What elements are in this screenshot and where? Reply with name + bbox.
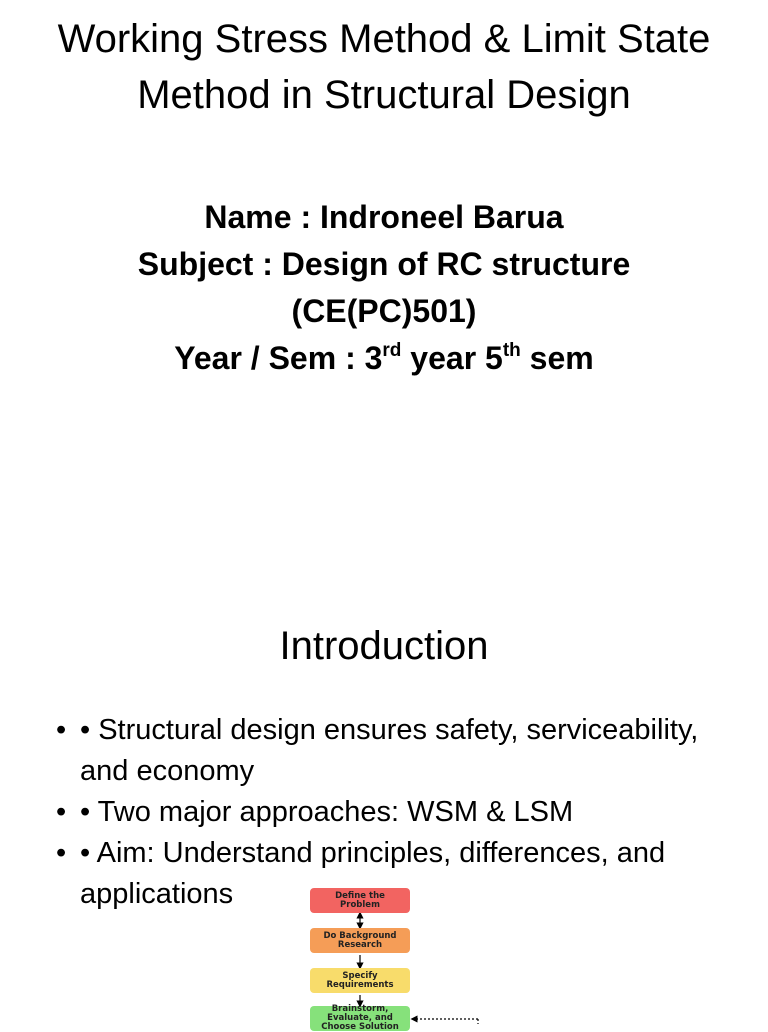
- slide-title: Working Stress Method & Limit State Method in Structural Design: [57, 17, 711, 117]
- flow-step-define-problem: Define the Problem: [310, 888, 410, 913]
- name-line: Name : Indroneel Barua: [204, 199, 564, 235]
- year-sem-suffix: sem: [520, 340, 594, 376]
- introduction-title: Introduction: [279, 624, 489, 668]
- year-sem-mid: year 5: [401, 340, 503, 376]
- design-process-flowchart: [0, 880, 768, 1032]
- subject-line: Subject : Design of RC structure: [137, 246, 631, 282]
- bullet-item: • • Aim: Understand principles, differences, and applications: [80, 833, 740, 915]
- flow-step-background-research: Do Background Research: [310, 928, 410, 953]
- bullet-item: • • Structural design ensures safety, serviceability, and economy: [80, 710, 740, 792]
- introduction-slide: [0, 590, 768, 1032]
- year-sem-line: [0, 335, 768, 382]
- author-info: [0, 194, 768, 382]
- ordinal-rd: rd: [382, 340, 402, 361]
- flow-step-specify-requirements: Specify Requirements: [310, 968, 410, 993]
- bullet-item: • • Two major approaches: WSM & LSM: [80, 792, 740, 833]
- year-sem-prefix: Year / Sem : 3: [174, 340, 383, 376]
- flow-step-brainstorm: Brainstorm, Evaluate, and Choose Solution: [310, 1006, 410, 1031]
- subject-code: (CE(PC)501): [291, 293, 477, 329]
- ordinal-th: th: [502, 340, 521, 361]
